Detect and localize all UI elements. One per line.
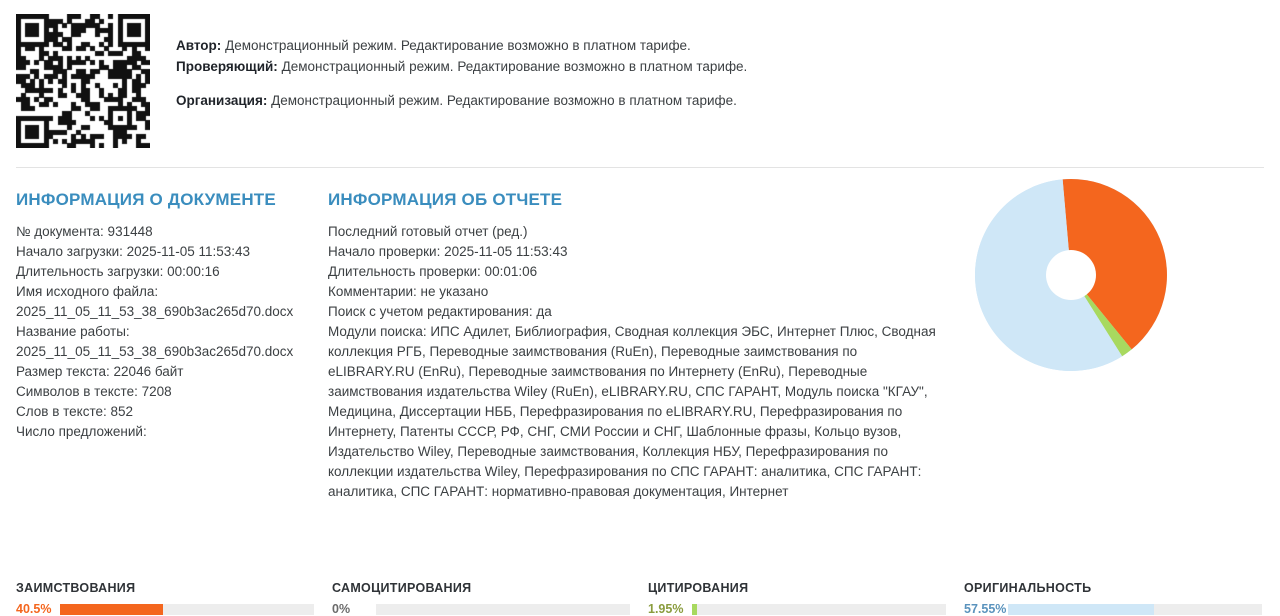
document-info-line: Начало загрузки: 2025-11-05 11:53:43 [16, 244, 251, 259]
report-info-line: Начало проверки: 2025-11-05 11:53:43 [328, 244, 568, 259]
info-columns [0, 168, 1280, 502]
author-label: Автор: [176, 38, 222, 53]
metric-row [16, 602, 314, 616]
organization-value: Демонстрационный режим. Редактирование возможно в платном тарифе. [271, 93, 737, 108]
document-info-title: ИНФОРМАЦИЯ О ДОКУМЕНТЕ [16, 190, 276, 209]
organization-label: Организация: [176, 93, 268, 108]
metric-progress-bar [1008, 604, 1262, 615]
metric-progress-bar [376, 604, 630, 615]
report-info-line: Поиск с учетом редактирования: да [328, 304, 552, 319]
document-info-line: Символов в тексте: 7208 [16, 384, 172, 399]
document-info-line: 2025_11_05_11_53_38_690b3ac265d70.docx [16, 304, 294, 319]
metric-row [964, 602, 1262, 616]
document-info-line: Слов в тексте: 852 [16, 404, 134, 419]
organization-line [176, 91, 1264, 111]
qr-code-icon [16, 14, 150, 148]
originality-donut-chart [974, 178, 1168, 372]
metric-title: САМОЦИТИРОВАНИЯ [332, 581, 472, 595]
metrics-bar [0, 581, 1280, 616]
search-modules-text: Модули поиска: ИПС Адилет, Библиография, Сводная коллекция ЭБС, Интернет Плюс, Сводная коллекция РГБ, Переводные заимствования (RuEn), Переводные заимствования по eLIBRARY.RU (EnRu), Переводные заимствования по Интернету (EnRu), Переводные заимствования издательства Wiley (RuEn), eLIBRARY.RU, СПС ГАРАНТ, Модуль поиска "КГАУ", Медицина, Диссертации НББ, Перефразирования по eLIBRARY.RU, Перефразирования по Интернету, Патенты СССР, РФ, СНГ, СМИ России и СНГ, Шаблонные фразы, Кольцо вузов, Издательство Wiley, Переводные заимствования, Коллекция НБУ, Перефразирования по коллекции издательства Wiley, Перефразирования по СПС ГАРАНТ: аналитика, СПС ГАРАНТ: аналитика, СПС ГАРАНТ: нормативно-правовая документация, Интернет [328, 324, 936, 499]
report-info-line: Комментарии: не указано [328, 284, 489, 299]
metric-progress-bar [60, 604, 314, 615]
metric-progress-fill [60, 604, 163, 615]
donut-hole [1046, 250, 1096, 300]
checker-line [176, 57, 1264, 77]
report-info-line: Длительность проверки: 00:01:06 [328, 264, 538, 279]
metric-self-citations [332, 581, 648, 616]
summary-chart-column [938, 190, 1264, 420]
metric-progress-fill [1008, 604, 1154, 615]
document-info-line: Число предложений: [16, 424, 147, 439]
document-info-column [16, 190, 328, 442]
metric-value: 0% [332, 602, 351, 616]
donut-svg [974, 178, 1168, 372]
metric-title: ОРИГИНАЛЬНОСТЬ [964, 581, 1092, 595]
author-line [176, 36, 1264, 56]
document-info-line: 2025_11_05_11_53_38_690b3ac265d70.docx [16, 344, 294, 359]
checker-label: Проверяющий: [176, 59, 278, 74]
metric-citations [648, 581, 964, 616]
document-info-line: Название работы: [16, 324, 130, 339]
metric-value: 57.55% [964, 602, 1007, 616]
metric-originality [964, 581, 1280, 616]
metric-title: ЗАИМСТВОВАНИЯ [16, 581, 136, 595]
report-info-column [328, 190, 938, 502]
metric-progress-fill [692, 604, 697, 615]
metric-value: 40.5% [16, 602, 52, 616]
checker-value: Демонстрационный режим. Редактирование возможно в платном тарифе. [281, 59, 748, 74]
document-info-line: Длительность загрузки: 00:00:16 [16, 264, 220, 279]
metric-borrowings [16, 581, 332, 616]
report-info-line: Последний готовый отчет (ред.) [328, 224, 528, 239]
document-info-line: Имя исходного файла: [16, 284, 159, 299]
document-info-line: Размер текста: 22046 байт [16, 364, 184, 379]
metric-progress-bar [692, 604, 946, 615]
header-meta [176, 14, 1264, 112]
report-header [0, 0, 1280, 148]
metric-row [332, 602, 630, 616]
author-value: Демонстрационный режим. Редактирование возможно в платном тарифе. [225, 38, 691, 53]
document-info-line: № документа: 931448 [16, 224, 153, 239]
metric-row [648, 602, 946, 616]
metric-title: ЦИТИРОВАНИЯ [648, 581, 749, 595]
metric-value: 1.95% [648, 602, 684, 616]
report-info-title: ИНФОРМАЦИЯ ОБ ОТЧЕТЕ [328, 190, 563, 209]
